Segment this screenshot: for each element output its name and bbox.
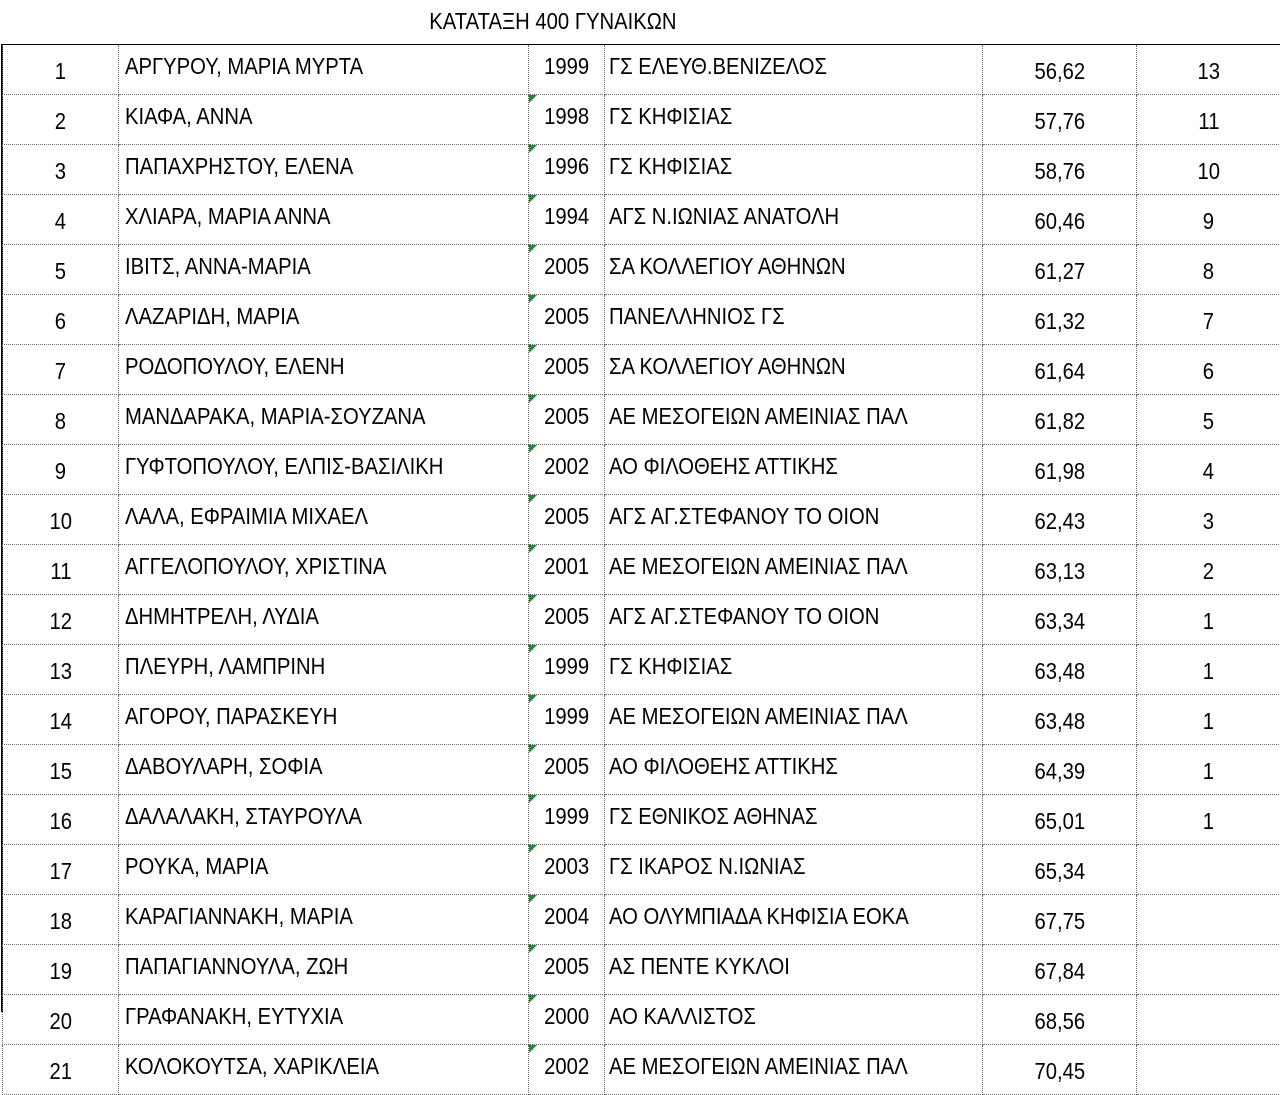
rank-text: 10 — [49, 508, 72, 535]
green-triangle-icon — [529, 945, 537, 953]
points-cell[interactable] — [1137, 395, 1280, 445]
birth-year-text: 2002 — [544, 453, 589, 480]
athlete-name-cell[interactable] — [119, 845, 529, 895]
points-cell[interactable] — [1137, 595, 1280, 645]
table-row — [3, 295, 1280, 345]
birth-year-text: 2004 — [544, 903, 589, 930]
club-cell[interactable] — [605, 595, 983, 645]
athlete-name-cell[interactable] — [119, 795, 529, 845]
birth-year-cell[interactable] — [529, 245, 605, 295]
athlete-name-cell[interactable] — [119, 145, 529, 195]
time-cell[interactable] — [983, 45, 1137, 95]
table-row — [3, 495, 1280, 545]
rank-text: 7 — [55, 358, 66, 385]
athlete-name-cell[interactable] — [119, 95, 529, 145]
table-row — [3, 1045, 1280, 1095]
time-text: 61,64 — [1034, 358, 1085, 385]
time-text: 58,76 — [1034, 158, 1085, 185]
points-text: 3 — [1203, 508, 1214, 535]
points-cell[interactable] — [1137, 495, 1280, 545]
table-row — [3, 395, 1280, 445]
time-text: 61,82 — [1034, 408, 1085, 435]
rank-cell[interactable] — [3, 595, 119, 645]
club-text: ΣΑ ΚΟΛΛΕΓΙΟΥ ΑΘΗΝΩΝ — [609, 353, 846, 380]
athlete-name-cell[interactable] — [119, 495, 529, 545]
athlete-name-text: ΚΑΡΑΓΙΑΝΝΑΚΗ, ΜΑΡΙΑ — [125, 903, 353, 930]
birth-year-text: 1999 — [544, 653, 589, 680]
athlete-name-cell[interactable] — [119, 595, 529, 645]
points-cell[interactable] — [1137, 345, 1280, 395]
time-text: 62,43 — [1034, 508, 1085, 535]
points-cell[interactable] — [1137, 945, 1280, 995]
rank-text: 19 — [49, 958, 72, 985]
table-row — [3, 445, 1280, 495]
time-text: 63,13 — [1034, 558, 1085, 585]
green-triangle-icon — [529, 845, 537, 853]
points-cell[interactable] — [1137, 445, 1280, 495]
time-cell[interactable] — [983, 995, 1137, 1045]
club-cell[interactable] — [605, 845, 983, 895]
time-cell[interactable] — [983, 895, 1137, 945]
time-cell[interactable] — [983, 1045, 1137, 1095]
birth-year-cell[interactable] — [529, 145, 605, 195]
rank-text: 20 — [49, 1008, 72, 1035]
table-row — [3, 795, 1280, 845]
birth-year-text: 2003 — [544, 853, 589, 880]
points-cell[interactable] — [1137, 795, 1280, 845]
rank-cell[interactable] — [3, 295, 119, 345]
club-cell[interactable] — [605, 945, 983, 995]
time-cell[interactable] — [983, 295, 1137, 345]
points-cell[interactable] — [1137, 895, 1280, 945]
points-cell[interactable] — [1137, 645, 1280, 695]
time-text: 65,34 — [1034, 858, 1085, 885]
green-triangle-icon — [529, 995, 537, 1003]
club-cell[interactable] — [605, 345, 983, 395]
birth-year-text: 2005 — [544, 303, 589, 330]
birth-year-text: 2005 — [544, 753, 589, 780]
green-triangle-icon — [529, 395, 537, 403]
club-cell[interactable] — [605, 295, 983, 345]
time-text: 61,32 — [1034, 308, 1085, 335]
points-cell[interactable] — [1137, 1045, 1280, 1095]
points-cell[interactable] — [1137, 295, 1280, 345]
club-text: ΓΣ ΚΗΦΙΣΙΑΣ — [609, 653, 732, 680]
time-text: 56,62 — [1034, 58, 1085, 85]
points-text: 11 — [1198, 108, 1219, 135]
athlete-name-text: ΔΑΒΟΥΛΑΡΗ, ΣΟΦΙΑ — [125, 753, 323, 780]
birth-year-cell[interactable] — [529, 595, 605, 645]
club-cell[interactable] — [605, 695, 983, 745]
points-cell[interactable] — [1137, 995, 1280, 1045]
green-triangle-icon — [529, 95, 537, 103]
club-cell[interactable] — [605, 145, 983, 195]
time-cell[interactable] — [983, 945, 1137, 995]
points-text: 1 — [1203, 608, 1214, 635]
green-triangle-icon — [529, 195, 537, 203]
points-text: 5 — [1203, 408, 1214, 435]
athlete-name-cell[interactable] — [119, 1045, 529, 1095]
table-row — [3, 695, 1280, 745]
birth-year-text: 2005 — [544, 353, 589, 380]
points-text: 13 — [1197, 58, 1220, 85]
time-text: 64,39 — [1034, 758, 1085, 785]
athlete-name-text: ΜΑΝΔΑΡΑΚΑ, ΜΑΡΙΑ-ΣΟΥΖΑΝΑ — [125, 403, 426, 430]
table-row — [3, 745, 1280, 795]
athlete-name-text: ΑΓΓΕΛΟΠΟΥΛΟΥ, ΧΡΙΣΤΙΝΑ — [125, 553, 386, 580]
rank-text: 17 — [49, 858, 72, 885]
athlete-name-text: ΓΥΦΤΟΠΟΥΛΟΥ, ΕΛΠΙΣ-ΒΑΣΙΛΙΚΗ — [125, 453, 443, 480]
club-cell[interactable] — [605, 895, 983, 945]
athlete-name-cell[interactable] — [119, 395, 529, 445]
points-cell[interactable] — [1137, 695, 1280, 745]
points-cell[interactable] — [1137, 545, 1280, 595]
points-cell[interactable] — [1137, 95, 1280, 145]
rank-cell[interactable] — [3, 395, 119, 445]
club-text: ΓΣ ΚΗΦΙΣΙΑΣ — [609, 153, 732, 180]
birth-year-text: 1996 — [544, 153, 589, 180]
rank-cell[interactable] — [3, 695, 119, 745]
club-text: ΑΕ ΜΕΣΟΓΕΙΩΝ ΑΜΕΙΝΙΑΣ ΠΑΛ — [609, 553, 908, 580]
athlete-name-cell[interactable] — [119, 295, 529, 345]
rank-cell[interactable] — [3, 195, 119, 245]
points-text: 1 — [1203, 808, 1214, 835]
time-text: 61,98 — [1034, 458, 1085, 485]
club-text: ΑΕ ΜΕΣΟΓΕΙΩΝ ΑΜΕΙΝΙΑΣ ΠΑΛ — [609, 703, 908, 730]
time-cell[interactable] — [983, 845, 1137, 895]
club-cell[interactable] — [605, 45, 983, 95]
time-text: 63,34 — [1034, 608, 1085, 635]
club-text: ΑΟ ΟΛΥΜΠΙΑΔΑ ΚΗΦΙΣΙΑ ΕΟΚΑ — [609, 903, 909, 930]
points-text: 1 — [1203, 658, 1214, 685]
time-cell[interactable] — [983, 545, 1137, 595]
birth-year-cell[interactable] — [529, 645, 605, 695]
rank-text: 3 — [55, 158, 66, 185]
athlete-name-text: ΚΙΑΦΑ, ΑΝΝΑ — [125, 103, 252, 130]
birth-year-cell[interactable] — [529, 45, 605, 95]
points-cell[interactable] — [1137, 845, 1280, 895]
points-text: 1 — [1203, 708, 1214, 735]
athlete-name-text: ΚΟΛΟΚΟΥΤΣΑ, ΧΑΡΙΚΛΕΙΑ — [125, 1053, 379, 1080]
birth-year-cell[interactable] — [529, 745, 605, 795]
points-text: 10 — [1197, 158, 1220, 185]
club-text: ΑΓΣ Ν.ΙΩΝΙΑΣ ΑΝΑΤΟΛΗ — [609, 203, 839, 230]
club-cell[interactable] — [605, 245, 983, 295]
birth-year-cell[interactable] — [529, 445, 605, 495]
time-cell[interactable] — [983, 445, 1137, 495]
birth-year-text: 2005 — [544, 253, 589, 280]
athlete-name-cell[interactable] — [119, 445, 529, 495]
club-cell[interactable] — [605, 195, 983, 245]
birth-year-text: 2005 — [544, 403, 589, 430]
rank-cell[interactable] — [3, 445, 119, 495]
points-cell[interactable] — [1137, 145, 1280, 195]
points-text: 7 — [1203, 308, 1214, 335]
green-triangle-icon — [529, 1045, 537, 1053]
table-row — [3, 245, 1280, 295]
rank-text: 14 — [49, 708, 72, 735]
birth-year-cell[interactable] — [529, 795, 605, 845]
table-row — [3, 895, 1280, 945]
club-cell[interactable] — [605, 645, 983, 695]
athlete-name-text: ΠΛΕΥΡΗ, ΛΑΜΠΡΙΝΗ — [125, 653, 325, 680]
green-triangle-icon — [529, 295, 537, 303]
table-row — [3, 145, 1280, 195]
rank-cell[interactable] — [3, 495, 119, 545]
rank-text: 4 — [55, 208, 66, 235]
time-cell[interactable] — [983, 95, 1137, 145]
birth-year-text: 1999 — [544, 803, 589, 830]
athlete-name-text: ΠΑΠΑΓΙΑΝΝΟΥΛΑ, ΖΩΗ — [125, 953, 348, 980]
time-text: 57,76 — [1034, 108, 1085, 135]
birth-year-text: 1999 — [544, 53, 589, 80]
club-text: ΣΑ ΚΟΛΛΕΓΙΟΥ ΑΘΗΝΩΝ — [609, 253, 846, 280]
club-cell[interactable] — [605, 445, 983, 495]
time-cell[interactable] — [983, 495, 1137, 545]
time-cell[interactable] — [983, 145, 1137, 195]
green-triangle-icon — [529, 345, 537, 353]
rank-text: 12 — [49, 608, 72, 635]
club-text: ΑΓΣ ΑΓ.ΣΤΕΦΑΝΟΥ ΤΟ ΟΙΟΝ — [609, 503, 879, 530]
rank-cell[interactable] — [3, 995, 119, 1045]
club-cell[interactable] — [605, 395, 983, 445]
birth-year-cell[interactable] — [529, 1045, 605, 1095]
athlete-name-text: ΔΗΜΗΤΡΕΛΗ, ΛΥΔΙΑ — [125, 603, 319, 630]
athlete-name-cell[interactable] — [119, 45, 529, 95]
rank-cell[interactable] — [3, 1045, 119, 1095]
rank-cell[interactable] — [3, 645, 119, 695]
rank-text: 15 — [49, 758, 72, 785]
club-cell[interactable] — [605, 95, 983, 145]
birth-year-cell[interactable] — [529, 545, 605, 595]
time-text: 65,01 — [1034, 808, 1085, 835]
birth-year-cell[interactable] — [529, 345, 605, 395]
points-text: 8 — [1203, 258, 1214, 285]
time-cell[interactable] — [983, 695, 1137, 745]
club-text: ΑΣ ΠΕΝΤΕ ΚΥΚΛΟΙ — [609, 953, 790, 980]
table-row — [3, 545, 1280, 595]
table-row — [3, 595, 1280, 645]
athlete-name-text: ΑΡΓΥΡΟΥ, ΜΑΡΙΑ ΜΥΡΤΑ — [125, 53, 363, 80]
points-text: 9 — [1203, 208, 1214, 235]
green-triangle-icon — [529, 245, 537, 253]
rank-cell[interactable] — [3, 345, 119, 395]
club-text: ΑΓΣ ΑΓ.ΣΤΕΦΑΝΟΥ ΤΟ ΟΙΟΝ — [609, 603, 879, 630]
time-cell[interactable] — [983, 595, 1137, 645]
rank-text: 13 — [49, 658, 72, 685]
time-cell[interactable] — [983, 795, 1137, 845]
club-text: ΑΟ ΚΑΛΛΙΣΤΟΣ — [609, 1003, 756, 1030]
table-row — [3, 95, 1280, 145]
birth-year-cell[interactable] — [529, 945, 605, 995]
time-text: 70,45 — [1034, 1058, 1085, 1085]
club-text: ΑΕ ΜΕΣΟΓΕΙΩΝ ΑΜΕΙΝΙΑΣ ΠΑΛ — [609, 403, 908, 430]
athlete-name-text: ΡΟΔΟΠΟΥΛΟΥ, ΕΛΕΝΗ — [125, 353, 344, 380]
athlete-name-cell[interactable] — [119, 945, 529, 995]
club-text: ΑΕ ΜΕΣΟΓΕΙΩΝ ΑΜΕΙΝΙΑΣ ΠΑΛ — [609, 1053, 908, 1080]
birth-year-cell[interactable] — [529, 995, 605, 1045]
points-cell[interactable] — [1137, 745, 1280, 795]
green-triangle-icon — [529, 445, 537, 453]
rank-text: 1 — [55, 58, 66, 85]
green-triangle-icon — [529, 545, 537, 553]
birth-year-cell[interactable] — [529, 845, 605, 895]
birth-year-text: 2001 — [544, 553, 589, 580]
birth-year-cell[interactable] — [529, 195, 605, 245]
club-cell[interactable] — [605, 495, 983, 545]
birth-year-text: 2002 — [544, 1053, 589, 1080]
points-text: 6 — [1203, 358, 1214, 385]
green-triangle-icon — [529, 895, 537, 903]
page-title: ΚΑΤΑΤΑΞΗ 400 ΓΥΝΑΙΚΩΝ — [66, 4, 1039, 38]
birth-year-text: 2005 — [544, 953, 589, 980]
club-cell[interactable] — [605, 995, 983, 1045]
green-triangle-icon — [529, 595, 537, 603]
time-text: 63,48 — [1034, 658, 1085, 685]
points-cell[interactable] — [1137, 45, 1280, 95]
time-text: 67,75 — [1034, 908, 1085, 935]
rank-cell[interactable] — [3, 545, 119, 595]
athlete-name-text: ΠΑΠΑΧΡΗΣΤΟΥ, ΕΛΕΝΑ — [125, 153, 353, 180]
rank-cell[interactable] — [3, 745, 119, 795]
rank-cell[interactable] — [3, 45, 119, 95]
time-text: 61,27 — [1034, 258, 1085, 285]
table-row — [3, 945, 1280, 995]
table-row — [3, 845, 1280, 895]
rank-cell[interactable] — [3, 95, 119, 145]
green-triangle-icon — [529, 795, 537, 803]
birth-year-cell[interactable] — [529, 495, 605, 545]
birth-year-text: 1998 — [544, 103, 589, 130]
time-cell[interactable] — [983, 345, 1137, 395]
rank-cell[interactable] — [3, 945, 119, 995]
rank-text: 21 — [49, 1058, 72, 1085]
time-text: 63,48 — [1034, 708, 1085, 735]
birth-year-text: 2000 — [544, 1003, 589, 1030]
club-text: ΓΣ ΙΚΑΡΟΣ Ν.ΙΩΝΙΑΣ — [609, 853, 806, 880]
athlete-name-cell[interactable] — [119, 345, 529, 395]
points-text: 4 — [1203, 458, 1214, 485]
time-cell[interactable] — [983, 395, 1137, 445]
rank-text: 18 — [49, 908, 72, 935]
rank-cell[interactable] — [3, 245, 119, 295]
rank-cell[interactable] — [3, 145, 119, 195]
table-row — [3, 345, 1280, 395]
club-text: ΓΣ ΕΘΝΙΚΟΣ ΑΘΗΝΑΣ — [609, 803, 817, 830]
results-table-body — [3, 45, 1280, 1095]
club-text: ΠΑΝΕΛΛΗΝΙΟΣ ΓΣ — [609, 303, 785, 330]
club-cell[interactable] — [605, 795, 983, 845]
green-triangle-icon — [529, 745, 537, 753]
athlete-name-text: ΛΑΖΑΡΙΔΗ, ΜΑΡΙΑ — [125, 303, 299, 330]
athlete-name-cell[interactable] — [119, 245, 529, 295]
time-text: 67,84 — [1034, 958, 1085, 985]
results-table — [2, 44, 1280, 1095]
rank-text: 9 — [55, 458, 66, 485]
points-text: 1 — [1203, 758, 1214, 785]
table-row — [3, 995, 1280, 1045]
club-text: ΓΣ ΕΛΕΥΘ.ΒΕΝΙΖΕΛΟΣ — [609, 53, 827, 80]
rank-cell[interactable] — [3, 795, 119, 845]
green-triangle-icon — [529, 645, 537, 653]
club-text: ΑΟ ΦΙΛΟΘΕΗΣ ΑΤΤΙΚΗΣ — [609, 453, 838, 480]
athlete-name-text: ΓΡΑΦΑΝΑΚΗ, ΕΥΤΥΧΙΑ — [125, 1003, 343, 1030]
athlete-name-text: ΧΛΙΑΡΑ, ΜΑΡΙΑ ΑΝΝΑ — [125, 203, 330, 230]
athlete-name-cell[interactable] — [119, 895, 529, 945]
athlete-name-cell[interactable] — [119, 645, 529, 695]
birth-year-text: 2005 — [544, 503, 589, 530]
points-cell[interactable] — [1137, 195, 1280, 245]
rank-cell[interactable] — [3, 845, 119, 895]
rank-text: 8 — [55, 408, 66, 435]
rank-cell[interactable] — [3, 895, 119, 945]
rank-text: 11 — [50, 558, 71, 585]
athlete-name-text: ΡΟΥΚΑ, ΜΑΡΙΑ — [125, 853, 268, 880]
club-text: ΓΣ ΚΗΦΙΣΙΑΣ — [609, 103, 732, 130]
green-triangle-icon — [529, 495, 537, 503]
table-row — [3, 645, 1280, 695]
athlete-name-text: ΛΑΛΑ, ΕΦΡΑΙΜΙΑ ΜΙΧΑΕΛ — [125, 503, 368, 530]
rank-text: 16 — [49, 808, 72, 835]
birth-year-text: 1994 — [544, 203, 589, 230]
birth-year-cell[interactable] — [529, 95, 605, 145]
time-cell[interactable] — [983, 195, 1137, 245]
athlete-name-text: ΔΑΛΑΛΑΚΗ, ΣΤΑΥΡΟΥΛΑ — [125, 803, 362, 830]
green-triangle-icon — [529, 695, 537, 703]
athlete-name-cell[interactable] — [119, 995, 529, 1045]
birth-year-cell[interactable] — [529, 895, 605, 945]
points-text: 2 — [1203, 558, 1214, 585]
results-sheet — [2, 44, 1280, 1095]
athlete-name-cell[interactable] — [119, 745, 529, 795]
birth-year-cell[interactable] — [529, 295, 605, 345]
athlete-name-text: ΑΓΟΡΟΥ, ΠΑΡΑΣΚΕΥΗ — [125, 703, 337, 730]
athlete-name-text: ΙΒΙΤΣ, ΑΝΝΑ-ΜΑΡΙΑ — [125, 253, 311, 280]
birth-year-text: 2005 — [544, 603, 589, 630]
table-row — [3, 195, 1280, 245]
time-cell[interactable] — [983, 245, 1137, 295]
birth-year-cell[interactable] — [529, 395, 605, 445]
time-text: 68,56 — [1034, 1008, 1085, 1035]
rank-text: 6 — [55, 308, 66, 335]
table-row — [3, 45, 1280, 95]
athlete-name-cell[interactable] — [119, 695, 529, 745]
points-cell[interactable] — [1137, 245, 1280, 295]
club-cell[interactable] — [605, 545, 983, 595]
rank-text: 2 — [55, 108, 66, 135]
time-cell[interactable] — [983, 745, 1137, 795]
club-cell[interactable] — [605, 1045, 983, 1095]
time-cell[interactable] — [983, 645, 1137, 695]
birth-year-text: 1999 — [544, 703, 589, 730]
athlete-name-cell[interactable] — [119, 545, 529, 595]
rank-text: 5 — [55, 258, 66, 285]
athlete-name-cell[interactable] — [119, 195, 529, 245]
time-text: 60,46 — [1034, 208, 1085, 235]
club-cell[interactable] — [605, 745, 983, 795]
club-text: ΑΟ ΦΙΛΟΘΕΗΣ ΑΤΤΙΚΗΣ — [609, 753, 838, 780]
birth-year-cell[interactable] — [529, 695, 605, 745]
green-triangle-icon — [529, 145, 537, 153]
